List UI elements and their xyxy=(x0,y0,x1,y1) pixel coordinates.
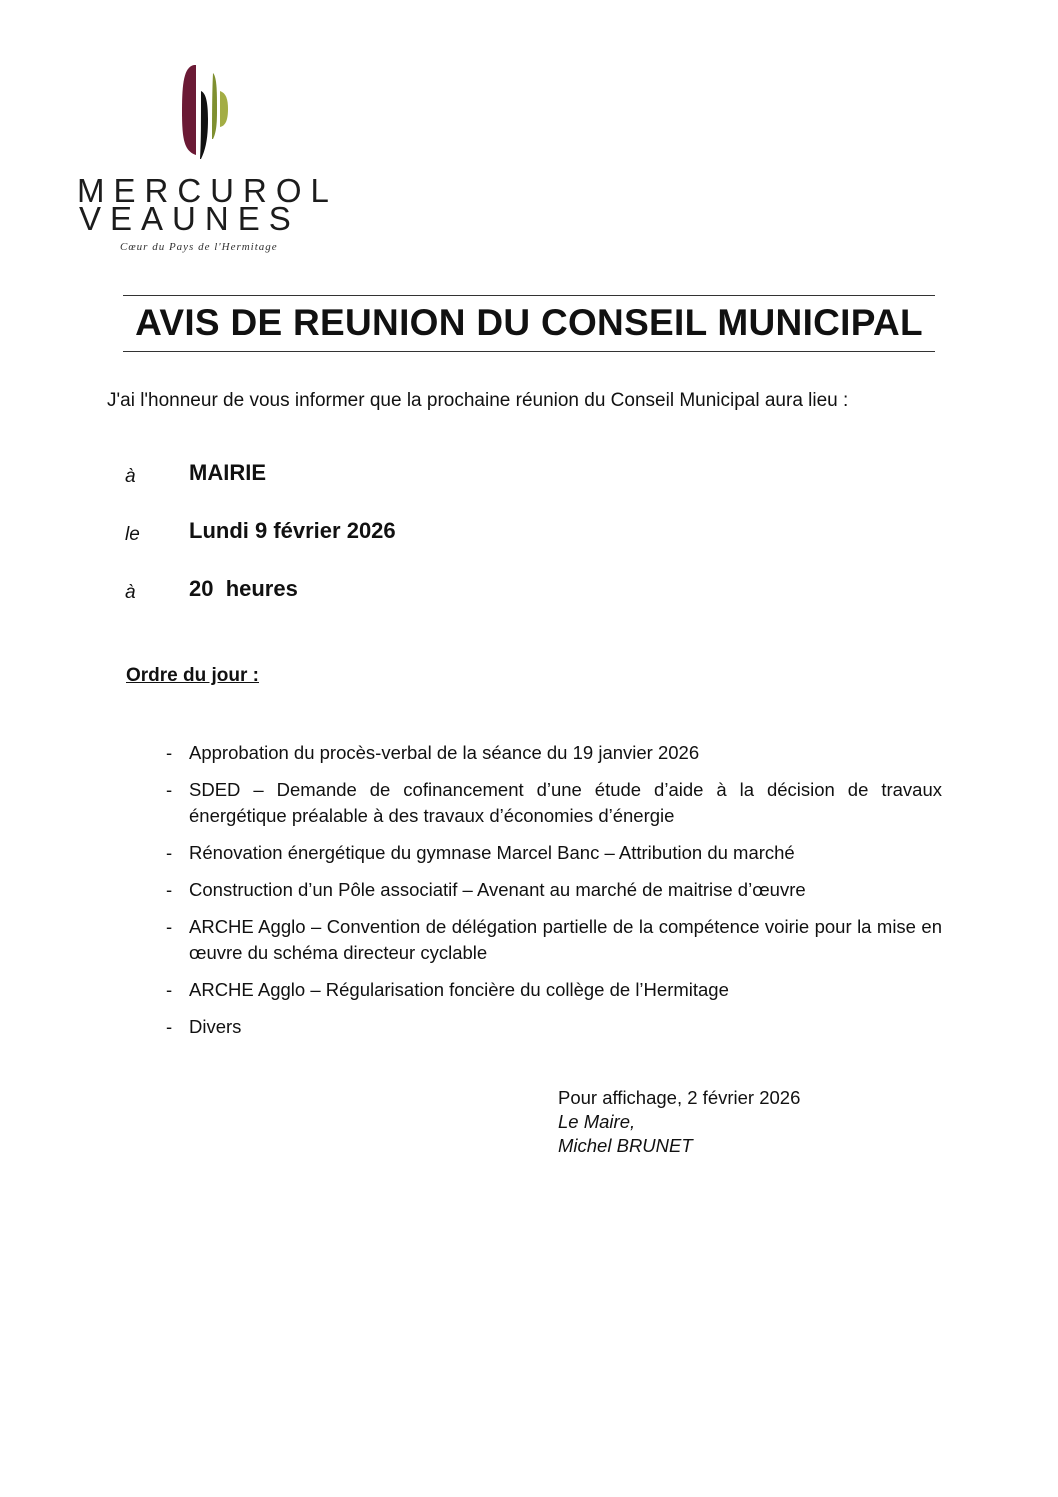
detail-prefix: à xyxy=(125,582,136,603)
signatory-name: Michel BRUNET xyxy=(558,1135,693,1156)
logo-text-mercurol: MERCUROL xyxy=(77,172,338,209)
list-dash: - xyxy=(166,916,173,937)
agenda-item xyxy=(166,977,942,1003)
agenda-list xyxy=(166,740,942,1051)
agenda-item-text: Construction d’un Pôle associatif – Avenant au marché de maitrise d’œuvre xyxy=(189,879,806,900)
agenda-item-text: ARCHE Agglo – Régularisation foncière du collège de l’Hermitage xyxy=(189,979,729,1000)
intro-text: J'ai l'honneur de vous informer que la prochaine réunion du Conseil Municipal aura lieu : xyxy=(107,390,849,411)
detail-prefix: le xyxy=(125,524,140,545)
agenda-item xyxy=(166,877,942,903)
page-title: AVIS DE REUNION DU CONSEIL MUNICIPAL xyxy=(135,302,923,343)
logo-text-veaunes: VEAUNES xyxy=(79,200,300,237)
list-dash: - xyxy=(166,1016,173,1037)
agenda-item xyxy=(166,777,942,829)
agenda-item-text: Divers xyxy=(189,1016,242,1037)
posting-date: Pour affichage, 2 février 2026 xyxy=(558,1087,801,1108)
detail-value: 20 heures xyxy=(189,576,298,601)
signature-block xyxy=(558,1086,800,1158)
agenda-title: Ordre du jour : xyxy=(126,665,259,686)
title-rule-top xyxy=(123,295,935,296)
agenda-item xyxy=(166,1014,942,1040)
list-dash: - xyxy=(166,742,173,763)
agenda-item-text: Approbation du procès-verbal de la séance du 19 janvier 2026 xyxy=(189,742,700,763)
title-rule-bottom xyxy=(123,351,935,352)
detail-value: MAIRIE xyxy=(189,460,266,485)
signatory-role: Le Maire, xyxy=(558,1111,636,1132)
agenda-item xyxy=(166,840,942,866)
agenda-item xyxy=(166,914,942,966)
detail-prefix: à xyxy=(125,466,136,487)
agenda-item xyxy=(166,740,942,766)
detail-value: Lundi 9 février 2026 xyxy=(189,518,396,543)
logo-tagline: Cœur du Pays de l'Hermitage xyxy=(120,241,278,253)
agenda-item-text: ARCHE Agglo – Convention de délégation partielle de la compétence voirie pour la mise en œuvre du schéma directeur cyclable xyxy=(189,916,942,963)
logo-mark-icon xyxy=(180,63,240,159)
list-dash: - xyxy=(166,779,173,800)
list-dash: - xyxy=(166,979,173,1000)
list-dash: - xyxy=(166,879,173,900)
agenda-item-text: SDED – Demande de cofinancement d’une étude d’aide à la décision de travaux énergétique préalable à des travaux d’économies d’énergie xyxy=(189,779,942,826)
list-dash: - xyxy=(166,842,173,863)
municipality-logo xyxy=(70,60,340,260)
agenda-item-text: Rénovation énergétique du gymnase Marcel Banc – Attribution du marché xyxy=(189,842,795,863)
